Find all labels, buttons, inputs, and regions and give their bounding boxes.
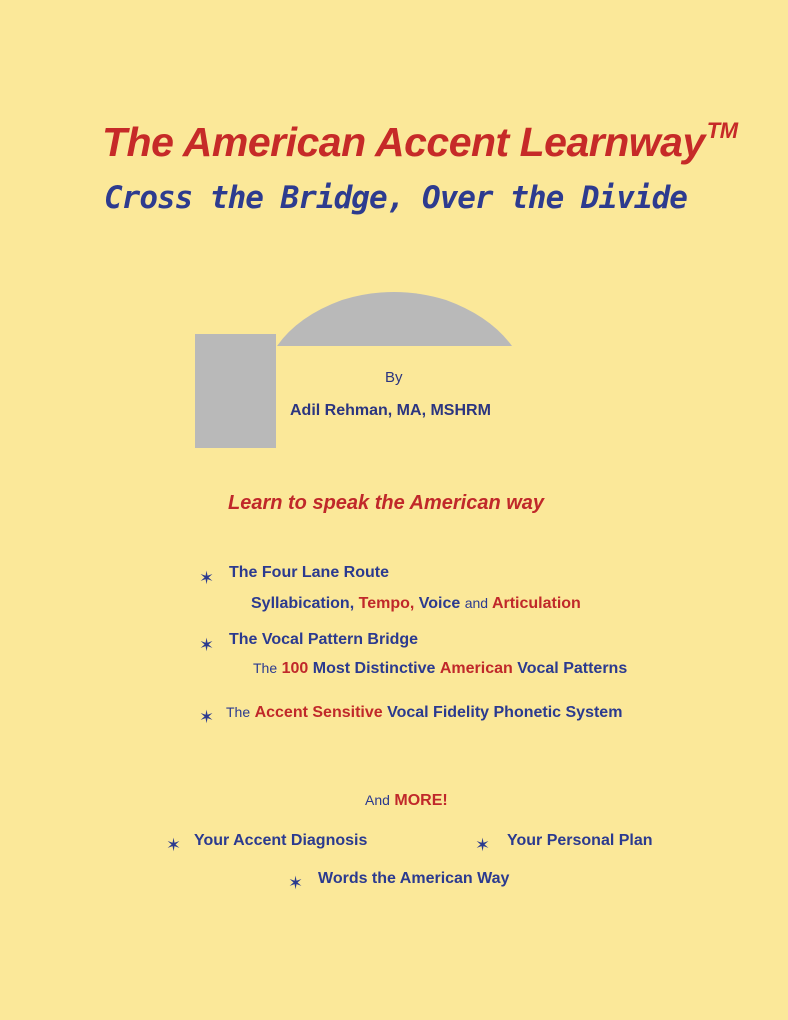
star-icon: ✶ [166, 835, 182, 855]
star-icon: ✶ [199, 635, 215, 655]
page-title [102, 118, 738, 166]
title-text: The American Accent Learnway [102, 119, 705, 165]
feature-vocal-bridge-detail [253, 660, 627, 678]
star-icon: ✶ [199, 568, 215, 588]
tempo-text: Tempo, [358, 595, 415, 612]
american-text: American [439, 660, 513, 677]
and-label: And [365, 792, 390, 808]
articulation-text: Articulation [491, 595, 581, 612]
feature-vocal-bridge-title: The Vocal Pattern Bridge [229, 631, 419, 648]
the-text: The [253, 660, 278, 676]
and-text: and [464, 595, 489, 611]
and-more [365, 792, 448, 810]
more-label: MORE! [394, 792, 448, 809]
by-label: By [385, 369, 403, 386]
comma: , [349, 595, 355, 612]
feature-four-lane-detail [251, 595, 581, 613]
syllabication-text: Syllabication [251, 595, 350, 612]
the-text: The [226, 704, 251, 720]
tagline: Learn to speak the American way [228, 492, 545, 514]
feature-phonetic-system [226, 704, 622, 722]
extra-words-american-way: Words the American Way [318, 870, 510, 887]
bridge-logo [194, 290, 514, 450]
page-subtitle: Cross the Bridge, Over the Divide [104, 180, 687, 216]
trademark-mark: TM [706, 118, 738, 143]
author-name: Adil Rehman, MA, MSHRM [290, 402, 491, 419]
voice-text: Voice [418, 595, 461, 612]
accent-sensitive-text: Accent Sensitive [254, 704, 383, 721]
star-icon: ✶ [199, 707, 215, 727]
extra-personal-plan: Your Personal Plan [507, 832, 653, 849]
phonetic-system-text: Vocal Fidelity Phonetic System [387, 704, 623, 721]
star-icon: ✶ [288, 873, 304, 893]
logo-pillar [195, 334, 276, 448]
extra-accent-diagnosis: Your Accent Diagnosis [194, 832, 368, 849]
vocal-patterns-text: Vocal Patterns [517, 660, 628, 677]
hundred-text: 100 [281, 660, 309, 677]
feature-four-lane-title: The Four Lane Route [229, 564, 389, 581]
star-icon: ✶ [475, 835, 491, 855]
logo-arch [277, 292, 512, 346]
most-distinctive-text: Most Distinctive [312, 660, 436, 677]
